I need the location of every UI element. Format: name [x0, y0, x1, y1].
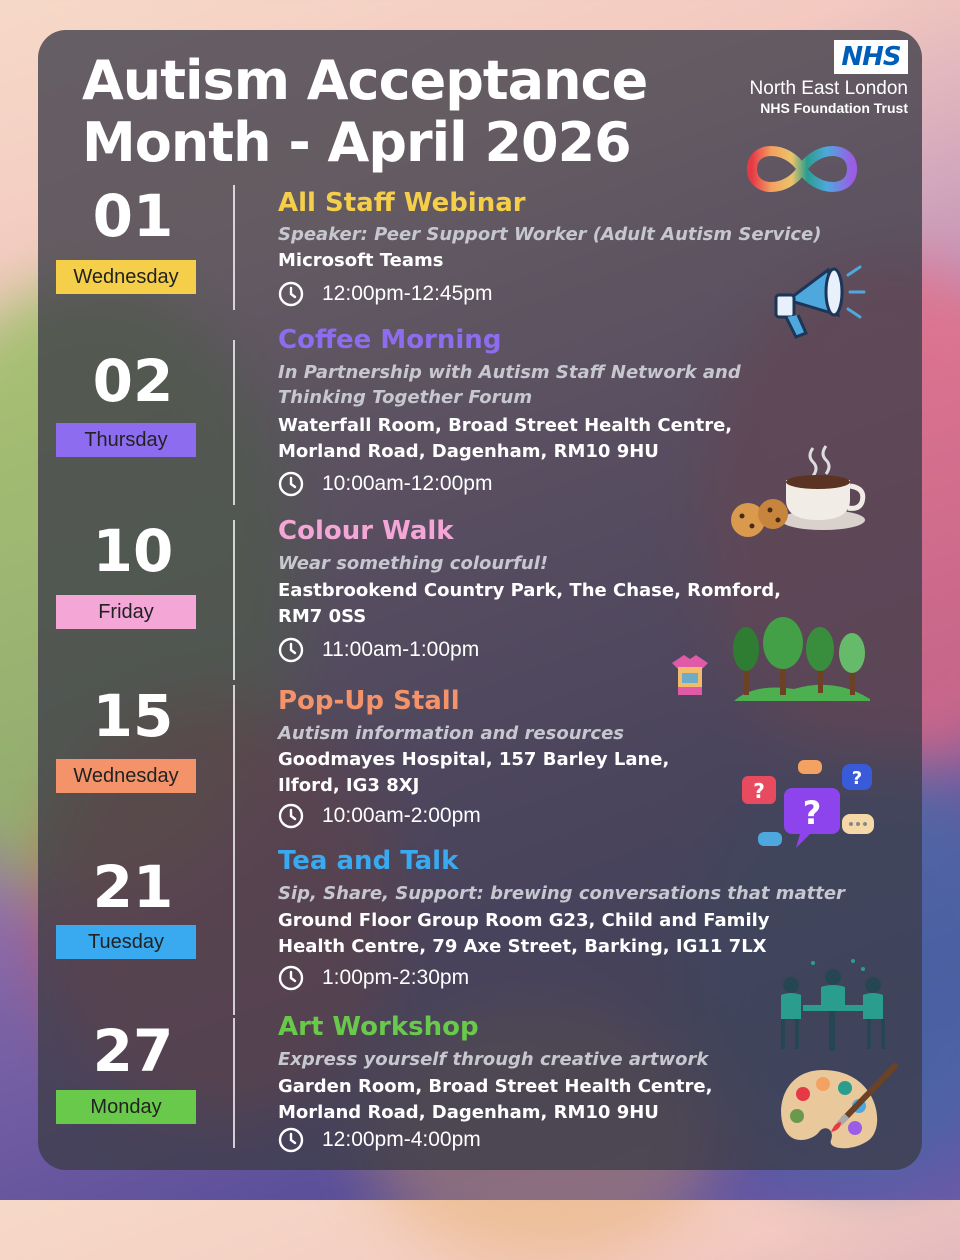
- event-subtitle-line-1: In Partnership with Autism Staff Network and: [278, 362, 741, 383]
- coffee-cup-icon: [728, 440, 868, 540]
- divider-line: [233, 340, 235, 505]
- clock-icon: [278, 1127, 304, 1153]
- event-location-line-2: Morland Road, Dagenham, RM10 9HU: [278, 1102, 659, 1123]
- poster-card: [38, 30, 922, 1170]
- event-subtitle: Wear something colourful!: [278, 553, 549, 574]
- event-time: 12:00pm-12:45pm: [322, 282, 493, 305]
- event-date: 10: [92, 517, 174, 585]
- clock-icon: [278, 965, 304, 991]
- trust-name: North East London: [749, 78, 908, 99]
- event-location-line-1: Eastbrookend Country Park, The Chase, Romford,: [278, 580, 781, 601]
- event-time-row: [278, 636, 479, 664]
- event-date: 02: [92, 347, 174, 415]
- event-title: All Staff Webinar: [278, 188, 526, 218]
- clock-icon: [278, 471, 304, 497]
- event-day-badge: Monday: [56, 1090, 196, 1124]
- event-time: 11:00am-1:00pm: [322, 638, 480, 661]
- event-time: 10:00am-12:00pm: [322, 472, 493, 495]
- event-location-line-1: Garden Room, Broad Street Health Centre,: [278, 1076, 713, 1097]
- trust-subtitle: NHS Foundation Trust: [760, 100, 908, 116]
- event-day-badge: Friday: [56, 595, 196, 629]
- trees-icon: [668, 615, 878, 705]
- event-time: 10:00am-2:00pm: [322, 804, 481, 827]
- event-location-line-1: Waterfall Room, Broad Street Health Centre,: [278, 415, 733, 436]
- page-title: [82, 50, 647, 174]
- svg-text:?: ?: [802, 794, 822, 832]
- event-subtitle: Speaker: Peer Support Worker (Adult Autism Service): [278, 224, 822, 245]
- divider-line: [233, 520, 235, 680]
- event-location: Microsoft Teams: [278, 250, 444, 271]
- event-time-row: [278, 964, 469, 992]
- event-title: Tea and Talk: [278, 846, 459, 876]
- divider-line: [233, 185, 235, 310]
- event-time: 1:00pm-2:30pm: [322, 966, 470, 989]
- title-line-2: Month - April 2026: [82, 111, 631, 174]
- megaphone-icon: [768, 245, 868, 340]
- event-date: 01: [92, 182, 174, 250]
- event-location-line-2: Morland Road, Dagenham, RM10 9HU: [278, 441, 659, 462]
- event-time-row: [278, 280, 492, 308]
- title-line-1: Autism Acceptance: [82, 49, 648, 112]
- nhs-logo: NHS: [834, 40, 908, 74]
- event-day-badge: Wednesday: [56, 759, 196, 793]
- event-subtitle: Sip, Share, Support: brewing conversations that matter: [278, 883, 845, 904]
- event-location-line-2: Health Centre, 79 Axe Street, Barking, IG11 7LX: [278, 936, 767, 957]
- rainbow-infinity-icon: [742, 140, 862, 198]
- divider-line: [233, 685, 235, 850]
- event-subtitle-line-2: Thinking Together Forum: [278, 387, 533, 408]
- event-date: 21: [92, 853, 174, 921]
- event-subtitle: Express yourself through creative artwork: [278, 1049, 709, 1070]
- divider-line: [233, 850, 235, 1015]
- clock-icon: [278, 803, 304, 829]
- clock-icon: [278, 281, 304, 307]
- event-date: 15: [92, 682, 174, 750]
- divider-line: [233, 1018, 235, 1148]
- event-time: 12:00pm-4:00pm: [322, 1128, 481, 1151]
- event-location-line-2: Ilford, IG3 8XJ: [278, 775, 420, 796]
- event-title: Art Workshop: [278, 1012, 479, 1042]
- event-time-row: [278, 802, 481, 830]
- event-time-row: [278, 1126, 481, 1154]
- event-day-badge: Tuesday: [56, 925, 196, 959]
- event-subtitle: Autism information and resources: [278, 723, 624, 744]
- question-bubbles-icon: [738, 758, 878, 853]
- event-time-row: [278, 470, 492, 498]
- event-day-badge: Wednesday: [56, 260, 196, 294]
- svg-text:?: ?: [753, 779, 765, 803]
- event-location-line-1: Goodmayes Hospital, 157 Barley Lane,: [278, 749, 670, 770]
- people-at-table-icon: [773, 955, 893, 1055]
- clock-icon: [278, 637, 304, 663]
- event-location-line-1: Ground Floor Group Room G23, Child and Family: [278, 910, 770, 931]
- event-date: 27: [92, 1017, 174, 1085]
- event-title: Pop-Up Stall: [278, 686, 460, 716]
- event-title: Coffee Morning: [278, 325, 502, 355]
- event-location-line-2: RM7 0SS: [278, 606, 367, 627]
- event-day-badge: Thursday: [56, 423, 196, 457]
- paint-palette-icon: [773, 1060, 903, 1155]
- svg-text:?: ?: [851, 768, 863, 789]
- event-title: Colour Walk: [278, 516, 454, 546]
